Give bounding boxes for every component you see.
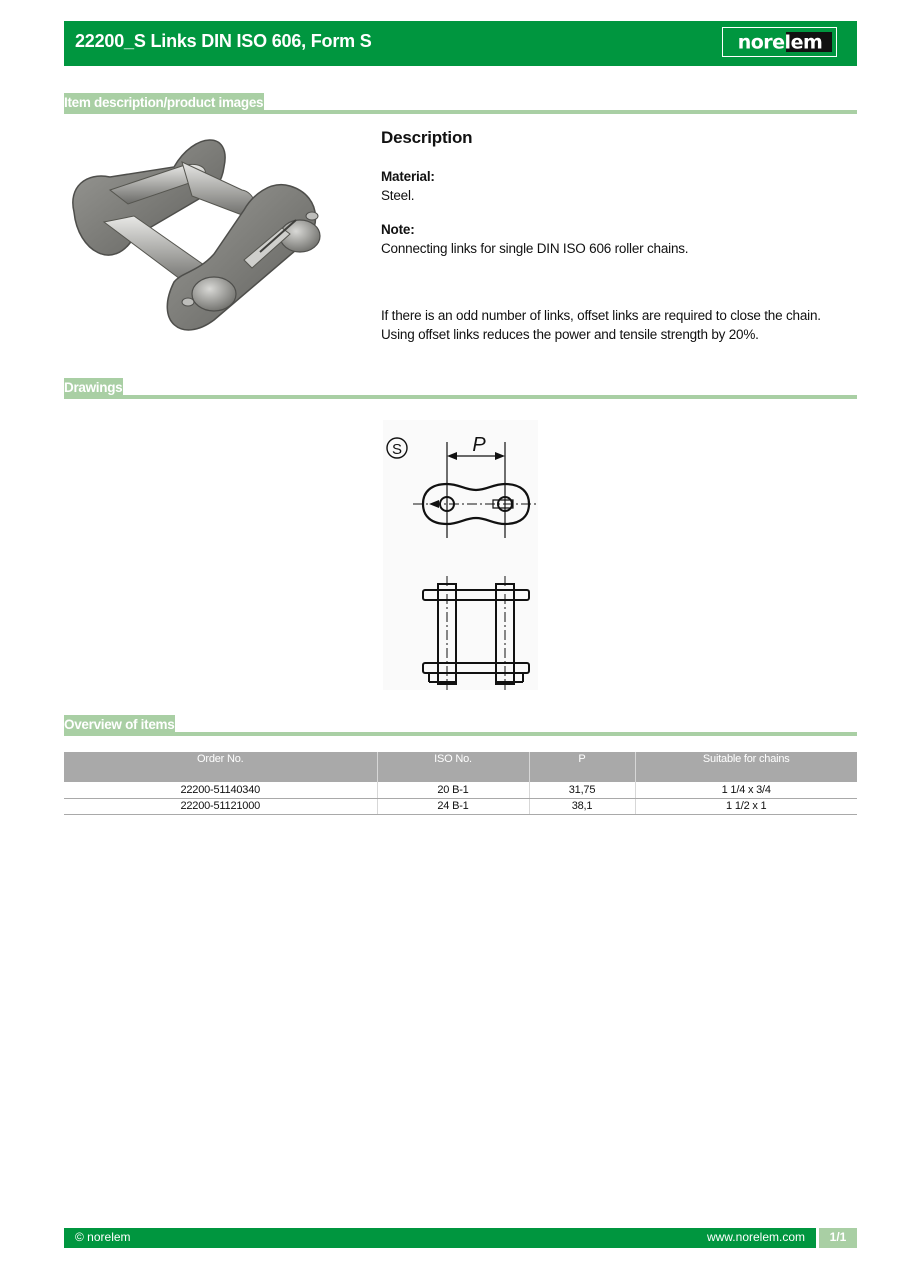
description-heading: Description <box>381 128 473 147</box>
website-link[interactable]: www.norelem.com <box>706 1230 805 1244</box>
column-header-iso-no: ISO No. <box>377 752 529 782</box>
section-title: Item description/product images <box>64 93 264 114</box>
technical-drawing <box>383 420 538 690</box>
chain-size-cell: 1 1/4 x 3/4 <box>635 782 857 798</box>
pitch-label: P <box>472 434 486 456</box>
product-image-connecting-link <box>64 132 322 332</box>
iso-number-cell: 20 B-1 <box>377 782 529 798</box>
items-table <box>64 752 857 815</box>
column-header-order-no: Order No. <box>64 752 377 782</box>
material-value: Steel. <box>381 188 415 203</box>
section-overview <box>64 714 857 736</box>
chain-size-cell: 1 1/2 x 1 <box>635 798 857 814</box>
description-block <box>381 128 857 344</box>
logo-text: norelem <box>737 31 822 53</box>
section-drawings <box>64 377 857 399</box>
pitch-cell: 31,75 <box>529 782 635 798</box>
table-header-row <box>64 752 857 782</box>
column-header-p: P <box>529 752 635 782</box>
section-title: Overview of items <box>64 715 175 736</box>
page-header <box>64 21 857 66</box>
page-footer <box>64 1228 857 1248</box>
norelem-logo <box>722 27 837 57</box>
note-value: Connecting links for single DIN ISO 606 roller chains. <box>381 241 689 256</box>
column-header-suitable-for-chains: Suitable for chains <box>635 752 857 782</box>
order-number-cell: 22200-51121000 <box>64 798 377 814</box>
table-row <box>64 798 857 814</box>
page-number: 1/1 <box>819 1228 857 1248</box>
iso-number-cell: 24 B-1 <box>377 798 529 814</box>
note-label: Note: <box>381 222 415 237</box>
order-number-cell: 22200-51140340 <box>64 782 377 798</box>
material-label: Material: <box>381 169 435 184</box>
offset-link-note: If there is an odd number of links, offset links are required to close the chain. Using offset links reduces the power and tensile strength by 20%. <box>381 308 821 342</box>
form-letter: S <box>391 441 403 458</box>
table-row <box>64 782 857 798</box>
norelem-logo-mark <box>726 31 834 53</box>
section-title: Drawings <box>64 378 123 399</box>
pitch-cell: 38,1 <box>529 798 635 814</box>
copyright: © norelem <box>75 1230 131 1244</box>
page-title: 22200_S Links DIN ISO 606, Form S <box>75 31 372 51</box>
section-item-description <box>64 92 857 114</box>
